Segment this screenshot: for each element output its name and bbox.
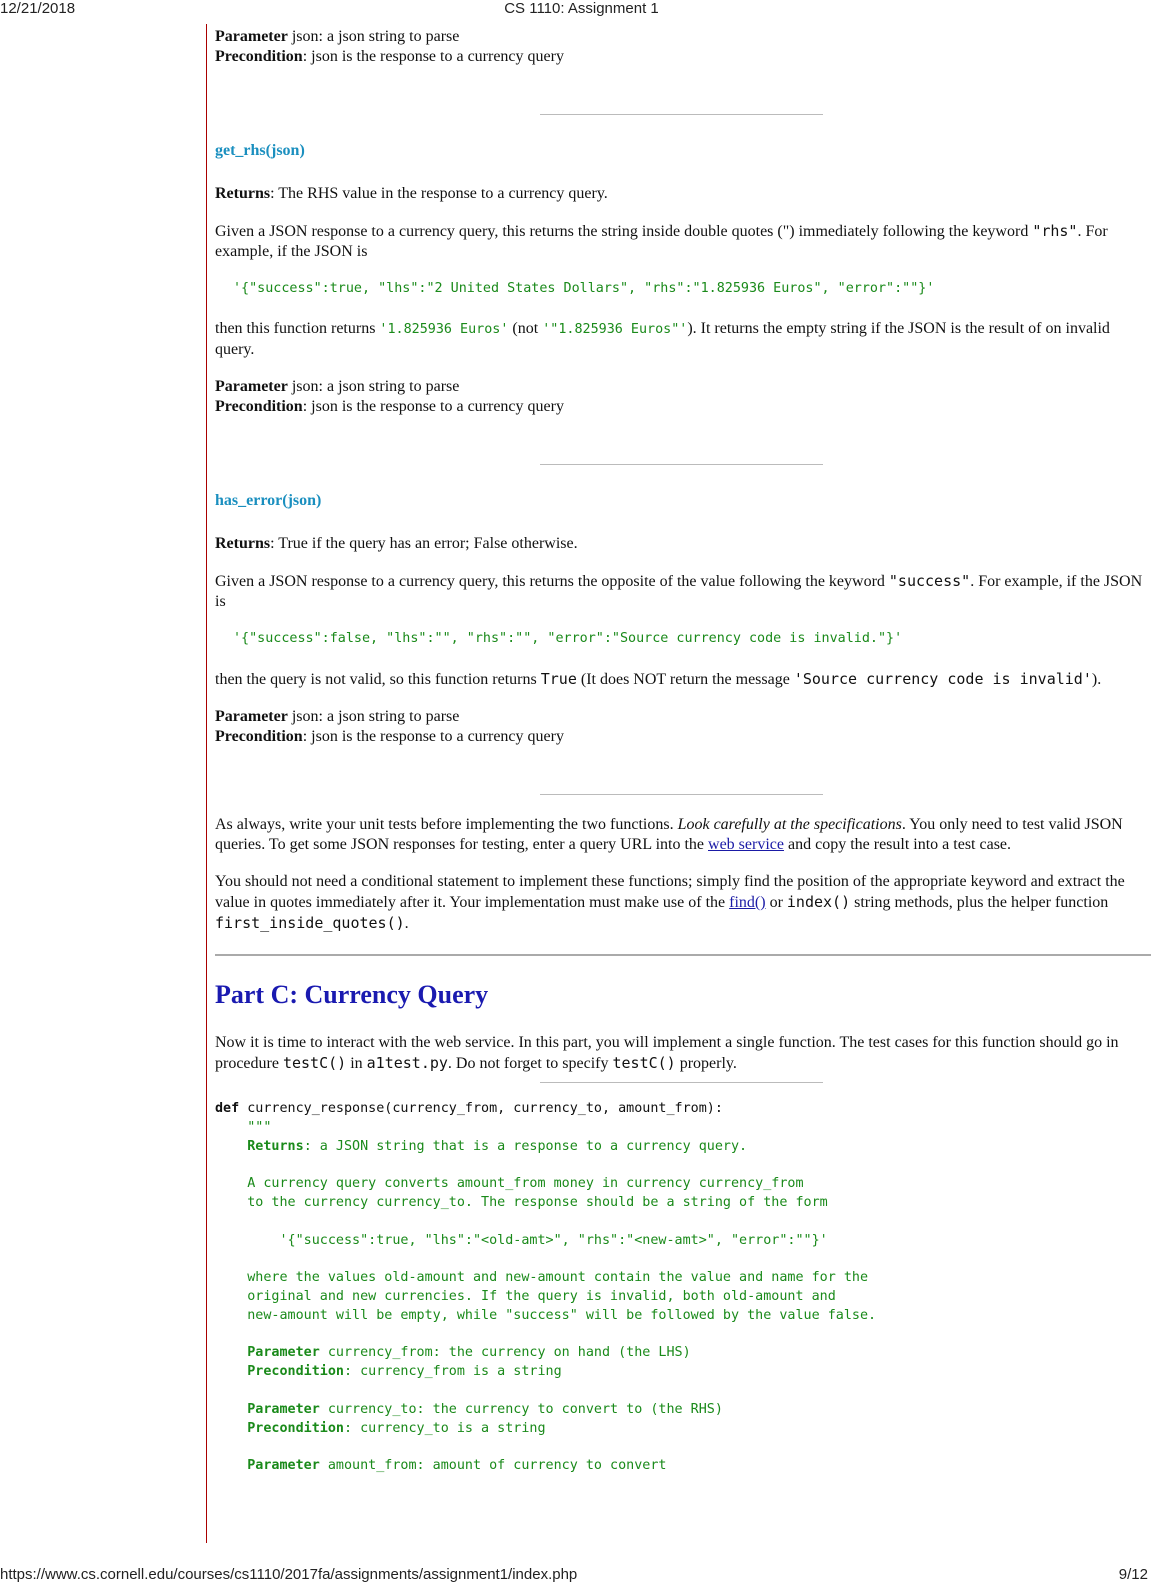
- divider: [540, 114, 823, 115]
- text: or: [765, 894, 787, 911]
- return-explanation: [215, 319, 1151, 360]
- text: properly.: [675, 1055, 737, 1072]
- inline-code: testC(): [282, 1054, 347, 1072]
- text: Now it is time to interact with the web service. In this part, you will implement a single function. The test cases for this function should go in procedure: [215, 1034, 1119, 1072]
- code-line: : currency_from is a string: [344, 1364, 562, 1380]
- function-spec-code: [215, 1100, 1151, 1476]
- has-error-section: [215, 491, 1151, 747]
- returns-label: Returns: [215, 535, 271, 552]
- code-line: currency_to: the currency to convert to (the RHS): [319, 1401, 723, 1417]
- function-title: get_rhs(json): [215, 142, 305, 159]
- text: then this function returns: [215, 320, 380, 337]
- returns-text: : The RHS value in the response to a currency query.: [270, 185, 608, 202]
- text: in: [346, 1055, 367, 1072]
- divider: [540, 464, 823, 465]
- precondition-label: Precondition: [215, 728, 303, 745]
- text: ). It returns the empty string if the JSON is the result of on invalid query.: [215, 320, 1110, 358]
- left-margin-rule: [206, 24, 207, 1543]
- emphasis: Look carefully at the specifications: [677, 816, 902, 833]
- print-date: 12/21/2018: [0, 0, 76, 17]
- part-c-intro: [215, 1033, 1151, 1074]
- get-rhs-section: [215, 141, 1151, 417]
- page-url: https://www.cs.cornell.edu/courses/cs1110/2017fa/assignments/assignment1/index.php: [0, 1566, 578, 1583]
- find-link[interactable]: find(): [729, 894, 766, 911]
- divider: [540, 794, 823, 795]
- doc-label: Precondition: [247, 1420, 344, 1436]
- json-example: '{"success":true, "lhs":"2 United States Dollars", "rhs":"1.825936 Euros", "error":""}': [233, 281, 935, 296]
- precondition-text: : json is the response to a currency query: [302, 728, 564, 745]
- print-header: [0, 0, 1163, 22]
- implementation-paragraph: [215, 872, 1151, 934]
- code-line: currency_response(currency_from, currency_to, amount_from):: [239, 1101, 723, 1116]
- desc-text: . For example, if the JSON is: [215, 223, 1108, 260]
- param-label: Parameter: [215, 708, 288, 725]
- text: . Do not forget to specify: [447, 1055, 613, 1072]
- returns-text: : True if the query has an error; False otherwise.: [270, 535, 578, 552]
- main-content: [215, 27, 1151, 1476]
- precondition-text: : json is the response to a currency query: [302, 398, 564, 415]
- text: then the query is not valid, so this function returns: [215, 671, 541, 688]
- code-line: where the values old-amount and new-amount contain the value and name for the: [215, 1270, 869, 1286]
- desc-text: Given a JSON response to a currency query, this returns the opposite of the value following the keyword: [215, 573, 889, 590]
- web-service-link[interactable]: web service: [708, 836, 784, 853]
- inline-code: first_inside_quotes(): [215, 914, 405, 932]
- return-explanation: [215, 669, 1151, 690]
- code-line: original and new currencies. If the query is invalid, both old-amount and: [215, 1288, 836, 1304]
- text: You should not need a conditional statement to implement these functions; simply find the position of the appropriate keyword and extract the value in quotes immediately after it. Your implementation must make use of the: [215, 873, 1125, 911]
- keyword-code: "rhs": [1032, 222, 1078, 240]
- page-number: 9/12: [1118, 1566, 1148, 1583]
- desc-text: Given a JSON response to a currency query, this returns the string inside double quotes (") immediately following the keyword: [215, 223, 1029, 240]
- param-text: json: a json string to parse: [287, 708, 460, 725]
- inline-code: a1test.py: [366, 1054, 448, 1072]
- returns-line: [215, 534, 1151, 554]
- inline-code: '1.825936 Euros': [379, 322, 509, 337]
- inline-code: 'Source currency code is invalid': [793, 670, 1092, 688]
- code-line: : a JSON string that is a response to a currency query.: [303, 1138, 748, 1154]
- doc-label: Parameter: [247, 1401, 320, 1417]
- section-heading: Part C: Currency Query: [215, 980, 489, 1009]
- json-example: '{"success":false, "lhs":"", "rhs":"", "error":"Source currency code is invalid."}': [233, 631, 903, 646]
- code-line: A currency query converts amount_from money in currency currency_from: [215, 1176, 804, 1192]
- inline-code: '"1.825936 Euros"': [542, 322, 688, 337]
- text: and copy the result into a test case.: [783, 836, 1012, 853]
- top-param-block: [215, 27, 1151, 67]
- text: As always, write your unit tests before implementing the two functions.: [215, 816, 678, 833]
- text: string methods, plus the helper function: [850, 894, 1109, 911]
- text: (not: [508, 320, 543, 337]
- text: (It does NOT return the message: [576, 671, 794, 688]
- code-line: currency_from: the currency on hand (the LHS): [319, 1345, 691, 1361]
- param-label: Parameter: [215, 28, 288, 45]
- desc-text: . For example, if the JSON is: [215, 573, 1143, 610]
- doc-label: Parameter: [247, 1458, 320, 1474]
- doc-label: Precondition: [247, 1364, 344, 1380]
- print-footer: [0, 1563, 1163, 1585]
- returns-line: [215, 184, 1151, 204]
- inline-code: index(): [786, 893, 851, 911]
- param-label: Parameter: [215, 378, 288, 395]
- keyword: def: [215, 1101, 240, 1116]
- divider: [540, 1082, 823, 1083]
- text: . You only need to test valid JSON queries. To get some JSON responses for testing, enter a query URL into the: [215, 816, 1123, 853]
- precondition-text: : json is the response to a currency query: [302, 48, 564, 65]
- param-block: [215, 707, 1151, 747]
- description: [215, 221, 1151, 262]
- precondition-label: Precondition: [215, 398, 303, 415]
- precondition-label: Precondition: [215, 48, 303, 65]
- param-text: json: a json string to parse: [287, 28, 460, 45]
- keyword-code: "success": [888, 572, 971, 590]
- doc-label: Parameter: [247, 1345, 320, 1361]
- print-title: CS 1110: Assignment 1: [504, 0, 659, 17]
- text: ).: [1091, 671, 1102, 688]
- code-line: to the currency currency_to. The response should be a string of the form: [215, 1194, 828, 1210]
- inline-code: testC(): [612, 1054, 676, 1072]
- returns-label: Returns: [215, 185, 271, 202]
- code-line: """: [215, 1119, 272, 1135]
- param-block: [215, 377, 1151, 417]
- code-line: : currency_to is a string: [344, 1420, 546, 1436]
- code-line: '{"success":true, "lhs":"<old-amt>", "rhs":"<new-amt>", "error":""}': [215, 1232, 828, 1248]
- testing-paragraph: [215, 815, 1151, 855]
- section-divider: [215, 954, 1151, 956]
- param-text: json: a json string to parse: [287, 378, 460, 395]
- text: .: [404, 915, 409, 932]
- doc-label: Returns: [247, 1138, 304, 1154]
- function-title: has_error(json): [215, 492, 322, 509]
- inline-code: True: [540, 670, 577, 688]
- description: [215, 571, 1151, 612]
- code-line: new-amount will be empty, while "success" will be followed by the value false.: [215, 1307, 877, 1323]
- code-line: amount_from: amount of currency to convert: [319, 1458, 667, 1474]
